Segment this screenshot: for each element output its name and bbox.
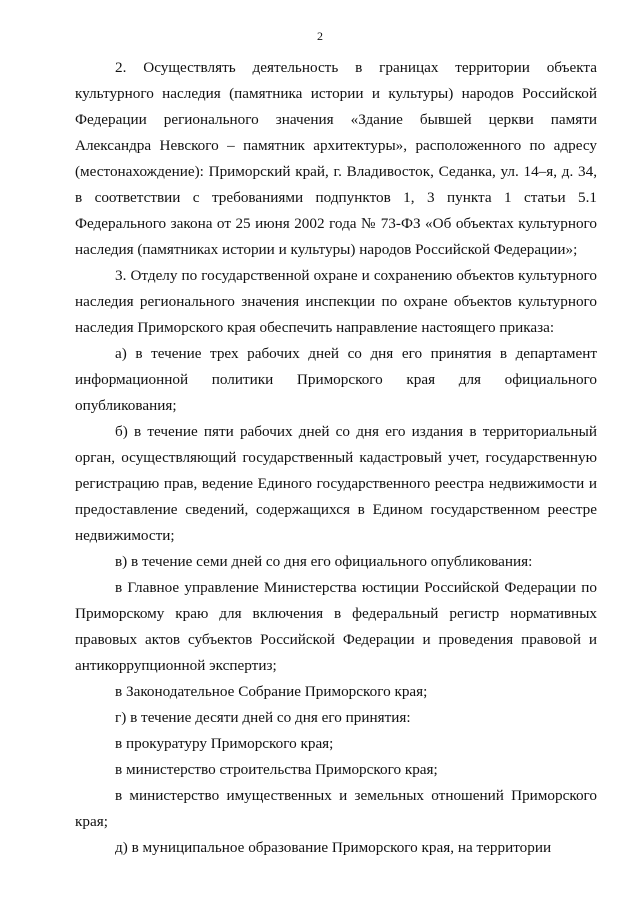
paragraph-subitem-v: в) в течение семи дней со дня его официального опубликования: [115, 553, 533, 570]
paragraph-item-3: 3. Отделу по государственной охране и сохранению объектов культурного наследия регионального значения инспекции по охране объектов культурного наследия Приморского края обеспечить направление настоящего приказа: [75, 267, 597, 336]
paragraph-recipient-prosecutor: в прокуратуру Приморского края; [115, 735, 334, 752]
document-body [75, 55, 597, 861]
page-number: 2 [317, 29, 323, 43]
paragraph-subitem-d: д) в муниципальное образование Приморского края, на территории [115, 839, 552, 856]
paragraph-item-2: 2. Осуществлять деятельность в границах территории объекта культурного наследия (памятника истории и культуры) народов Российской Федерации регионального значения «Здание бывшей церкви памяти Александра Невского – памятник архитектуры», расположенного по адресу (местонахождение): Приморский край, г. Владивосток, Седанка, ул. 14–я, д. 34, в соответствии с требованиями подпунктов 1, 3 пункта 1 статьи 5.1 Федерального закона от 25 июня 2002 года № 73-ФЗ «Об объектах культурного наследия (памятниках истории и культуры) народов Российской Федерации»; [75, 59, 597, 258]
paragraph-recipient-ministry-property: в министерство имущественных и земельных отношений Приморского края; [75, 787, 597, 830]
paragraph-recipient-ministry-justice: в Главное управление Министерства юстиции Российской Федерации по Приморскому краю для включения в федеральный регистр нормативных правовых актов субъектов Российской Федерации и проведения правовой и антикоррупционной экспертиз; [75, 579, 597, 674]
paragraph-subitem-g: г) в течение десяти дней со дня его принятия: [115, 709, 411, 726]
paragraph-subitem-b: б) в течение пяти рабочих дней со дня его издания в территориальный орган, осуществляющий государственный кадастровый учет, государственную регистрацию прав, ведение Единого государственного реестра недвижимости и предоставление сведений, содержащихся в Едином государственном реестре недвижимости; [75, 423, 597, 544]
paragraph-subitem-a: а) в течение трех рабочих дней со дня его принятия в департамент информационной политики Приморского края для официального опубликования; [75, 345, 597, 414]
paragraph-recipient-legislative-assembly: в Законодательное Собрание Приморского края; [115, 683, 428, 700]
paragraph-recipient-ministry-construction: в министерство строительства Приморского края; [115, 761, 438, 778]
